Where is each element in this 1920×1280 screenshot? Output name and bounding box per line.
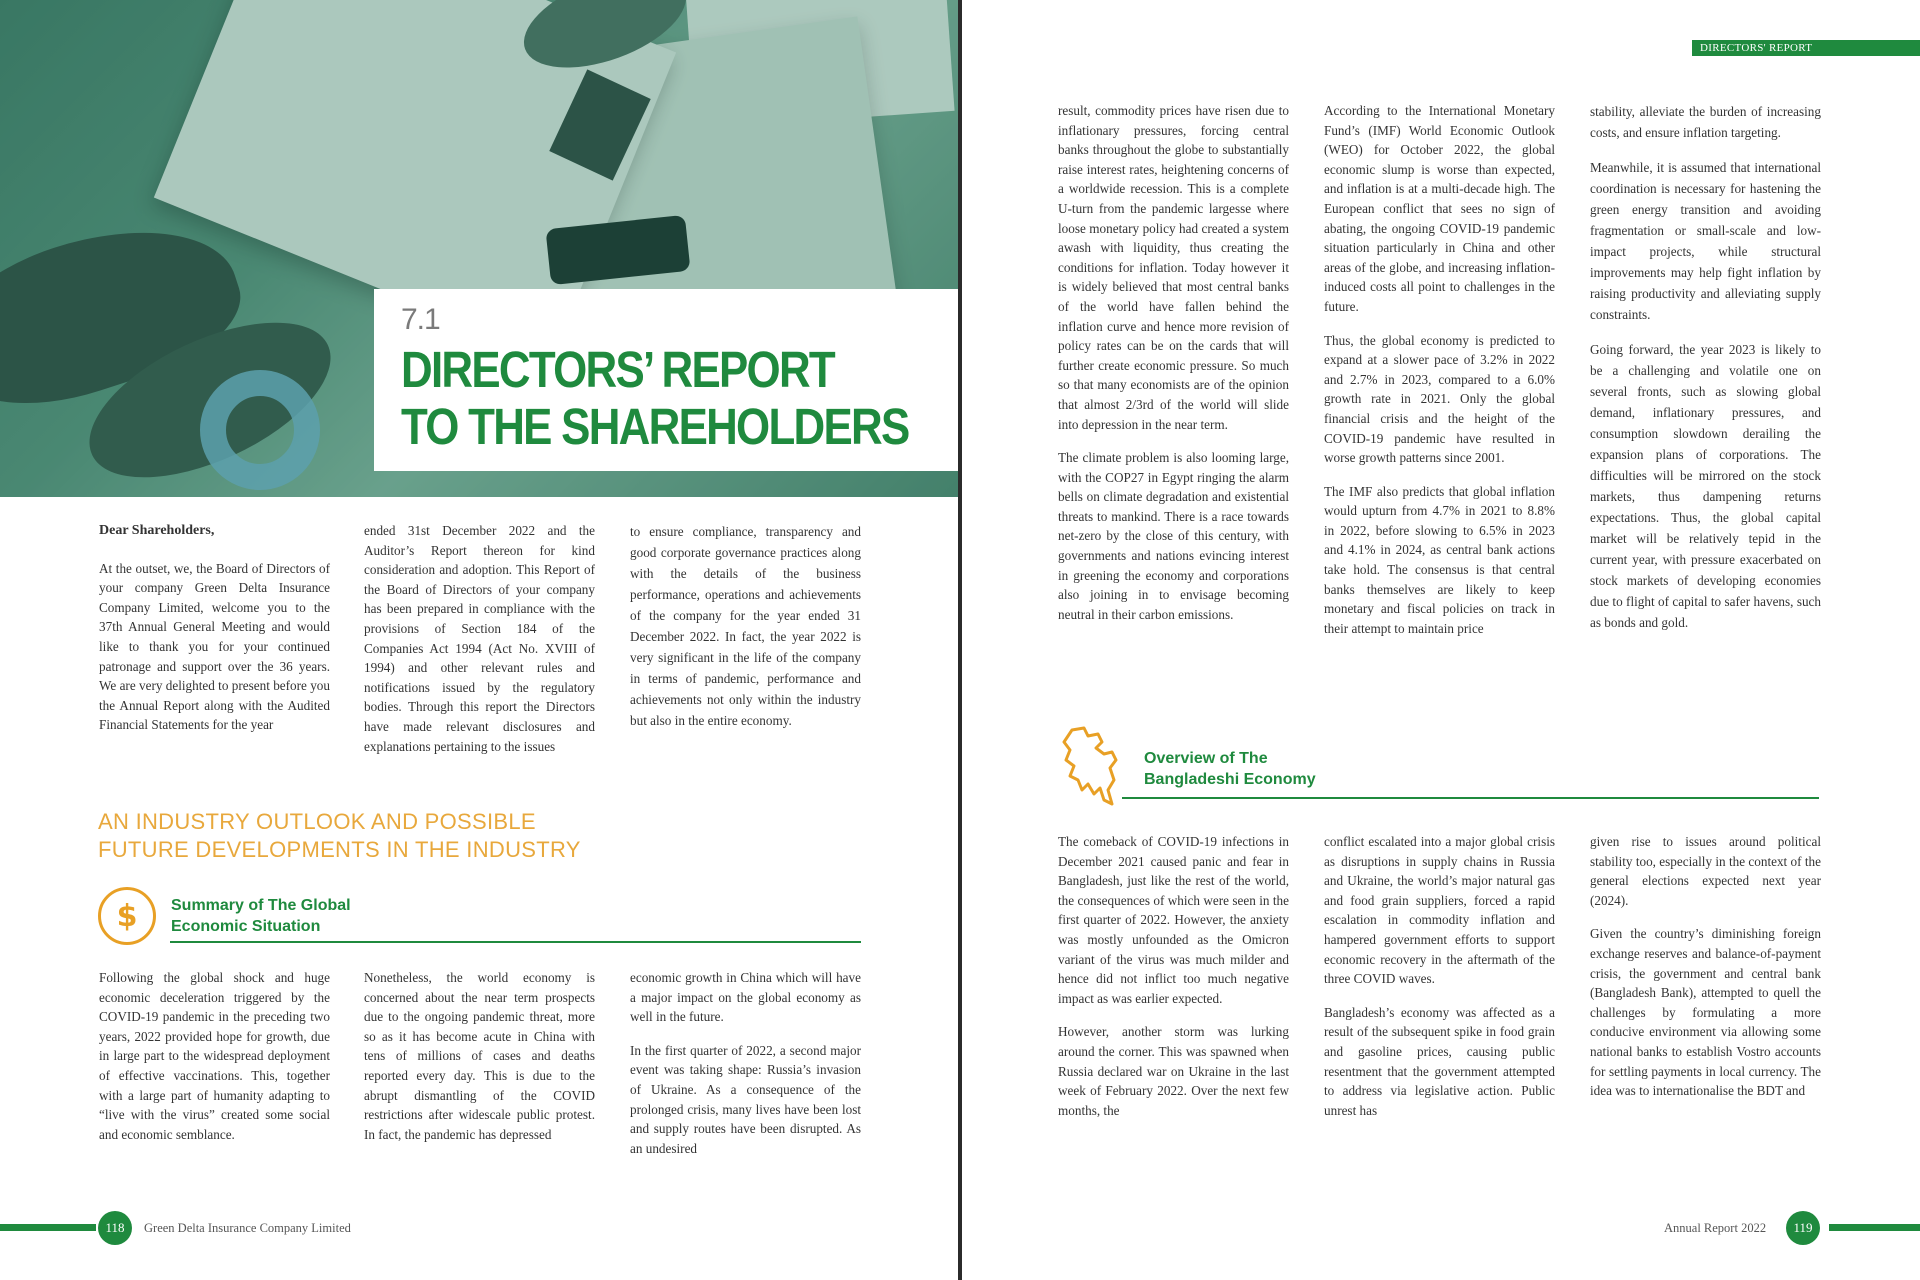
subsection-title-line2: Economic Situation — [171, 918, 321, 935]
top-paragraph-3: According to the International Monetary Fund’s (IMF) World Economic Outlook (WEO) for October 2022, the global economic slump is worse than expected, and inflation is at a multi-decade high. The European conflict that sees no sign of abating, the ongoing COVID-19 pandemic situation particularly in China and other areas of the globe, and increasing inflation-induced costs all point to challenges in the future. — [1324, 103, 1555, 314]
subsection-bd-line1: Overview of The — [1144, 750, 1268, 767]
page-title-line2: TO THE SHAREHOLDERS — [401, 398, 909, 455]
bd-paragraph-3: conflict escalated into a major global crisis as disruptions in supply chains in Russia and Ukraine, the world’s major natural gas and food grain suppliers, forced a rapid escalation in commodity inflation and hampered government efforts to support economic recovery in the aftermath of the three COVID waves. — [1324, 834, 1555, 987]
section-number: 7.1 — [401, 303, 440, 336]
page-number-right: 119 — [1786, 1211, 1820, 1245]
section-heading — [98, 808, 698, 864]
global-column-2 — [364, 968, 595, 1158]
bd-paragraph-1: The comeback of COVID-19 infections in December 2021 caused panic and fear in Bangladesh, just like the rest of the world, the consequences of which were seen in the first quarter of 2022. However, the anxiety was mostly unfounded as the Omicron variant of the virus was much milder and hence did not inflict too much negative impact as was earlier expected. — [1058, 834, 1289, 1006]
section-heading-line1: AN INDUSTRY OUTLOOK AND POSSIBLE — [98, 809, 536, 834]
footer-company: Green Delta Insurance Company Limited — [144, 1221, 351, 1235]
subsection-divider-bd — [1122, 797, 1819, 799]
intro-column-3 — [630, 521, 861, 745]
bd-paragraph-4: Bangladesh’s economy was affected as a result of the subsequent spike in food grain and gasoline prices, causing public resentment that the government attempted to address via legislative action. Public unrest has — [1324, 1004, 1555, 1118]
global-paragraph-4: In the first quarter of 2022, a second major event was taking shape: Russia’s invasion of Ukraine. As a consequence of the prolonged crisis, many lives have been lost and supply routes have been disrupted. As an undesired — [630, 1042, 861, 1156]
dollar-globe-icon: $ — [98, 887, 156, 945]
footer-bar-left — [0, 1224, 96, 1231]
global-paragraph-1: Following the global shock and huge economic deceleration triggered by the COVID-19 pandemic in the preceding two years, 2022 provided hope for growth, due in large part to the widespread deployment of effective vaccinations. This, together with a large part of humanity adapting to “live with the virus” created some social and economic semblance. — [99, 970, 330, 1142]
top-paragraph-5: The IMF also predicts that global inflation would upturn from 4.7% in 2021 to 8.8% in 2022, before slowing to 6.5% in 2023 and 4.1% in 2024, as central bank actions take hold. The consensus is that central banks themselves are likely to keep monetary and fiscal policies on track in their attempt to maintain price — [1324, 483, 1555, 636]
section-heading-line2: FUTURE DEVELOPMENTS IN THE INDUSTRY — [98, 837, 581, 862]
bd-paragraph-2: However, another storm was lurking around the corner. This was spawned when Russia declared war on Ukraine in the last week of February 2022. Over the next few months, the — [1058, 1024, 1289, 1118]
global-paragraph-2: Nonetheless, the world economy is concerned about the near term prospects due to the ongoing pandemic threat, more so as it has become acute in China with tens of millions of cases and deaths reported every day. This is due to the abrupt dismantling of the COVID restrictions after widescale public protest. In fact, the pandemic has depressed — [364, 970, 595, 1142]
bd-paragraph-6: Given the country’s diminishing foreign exchange reserves and balance-of-payment crisis, the government and central bank (Bangladesh Bank), attempted to quell the challenges by formulating a more conducive environment via allowing some national banks to establish Vostro accounts for settling payments in local currency. The idea was to internationalise the BDT and — [1590, 926, 1821, 1099]
bd-column-1 — [1058, 832, 1289, 1134]
top-paragraph-4: Thus, the global economy is predicted to expand at a slower pace of 3.2% in 2022 and 2.7% in 2023, compared to a 6.0% growth rate in 2021. Only the global financial crisis and the height of the COVID-19 pandemic have resulted in worse growth patterns since 2001. — [1324, 332, 1555, 466]
footer-report: Annual Report 2022 — [1664, 1221, 1767, 1235]
top-paragraph-7: Meanwhile, it is assumed that international coordination is necessary for hastening the green energy transition and avoiding fragmentation or small-scale and low-impact projects, while structural improvements may help fight inflation by raising productivity and alleviating supply constraints. — [1590, 160, 1821, 322]
intro-column-2 — [364, 521, 595, 770]
subsection-divider — [170, 941, 861, 943]
subsection-global-economy — [98, 887, 351, 945]
top-column-2 — [1324, 101, 1555, 652]
header-tag: DIRECTORS' REPORT — [1692, 40, 1920, 56]
page-title-line1: DIRECTORS’ REPORT — [401, 341, 834, 398]
intro-column-1 — [99, 521, 330, 749]
top-paragraph-6: stability, alleviate the burden of increasing costs, and ensure inflation targeting. — [1590, 104, 1821, 140]
right-page — [962, 0, 1920, 1280]
subsection-title-line1: Summary of The Global — [171, 897, 351, 914]
salutation: Dear Shareholders, — [99, 523, 215, 538]
bd-paragraph-5: given rise to issues around political stability too, especially in the context of the general elections expected next year (2024). — [1590, 834, 1821, 908]
global-column-1 — [99, 968, 330, 1158]
global-column-3 — [630, 968, 861, 1172]
footer-bar-right — [1829, 1224, 1920, 1231]
bd-column-3 — [1590, 832, 1821, 1115]
top-column-1 — [1058, 101, 1289, 638]
subsection-bd-line2: Bangladeshi Economy — [1144, 771, 1316, 788]
intro-paragraph-3: to ensure compliance, transparency and good corporate governance practices along with the details of the business performance, operations and achievements of the company for the year ended 31 December 2022. In fact, the year 2022 is very significant in the life of the company in terms of pandemic, performance and achievements not only within the industry but also in the entire economy. — [630, 524, 861, 728]
title-box — [374, 289, 958, 471]
bangladesh-map-icon — [1058, 724, 1122, 808]
page-title — [401, 341, 909, 455]
intro-paragraph-1: At the outset, we, the Board of Directors of your company Green Delta Insurance Company Limited, welcome you to the 37th Annual General Meeting and would like to thank you for your continued patronage and support over the 36 years. We are very delighted to present before you the Annual Report along with the Audited Financial Statements for the year — [99, 560, 330, 733]
intro-paragraph-2: ended 31st December 2022 and the Auditor’s Report thereon for kind consideration and adoption. This Report of the Board of Directors of your company has been prepared in compliance with the provisions of Section 184 of the Companies Act 1994 (Act No. XVIII of 1994) and other relevant rules and notifications issued by the regulatory bodies. Through this report the Directors have made relevant disclosures and explanations pertaining to the issues — [364, 523, 595, 754]
top-paragraph-2: The climate problem is also looming large, with the COP27 in Egypt ringing the alarm bells on climate degradation and existential threats to mankind. There is a race towards net-zero by the close of this century, with governments and nations evincing interest in greening the economy and corporations also joining in to envisage becoming neutral in their carbon emissions. — [1058, 450, 1289, 622]
left-page — [0, 0, 958, 1280]
global-paragraph-3: economic growth in China which will have a major impact on the global economy as well in the future. — [630, 970, 861, 1025]
top-paragraph-1: result, commodity prices have risen due to inflationary pressures, forcing central banks throughout the globe to substantially raise interest rates, heightening concerns of a worldwide recession. This is a complete U-turn from the pandemic largesse where loose monetary policy had created a system awash with liquidity, thus creating the conditions for inflation. Today however it is widely believed that most central banks of the world have fallen behind the inflation curve and hence more revision of policy rates can be on the cards that will further create economic pressure. So much so that many economists are of the opinion that almost 2/3rd of the world will slide into depression in the near term. — [1058, 103, 1289, 432]
top-column-3 — [1590, 101, 1821, 647]
subsection-title — [171, 895, 351, 937]
bd-column-2 — [1324, 832, 1555, 1134]
page-number-left: 118 — [98, 1211, 132, 1245]
subsection-title-bd — [1144, 748, 1316, 790]
top-paragraph-8: Going forward, the year 2023 is likely to be a challenging and volatile one on several fronts, such as slowing global demand, inflationary pressures, and consumption slowdown derailing the expansion plans of corporations. The difficulties will be mirrored on the stock markets, thus dampening returns expectations. Thus, the global capital market will be relatively tepid in the current year, with pressure exacerbated on stock markets of developing economies due to flight of capital to safer havens, such as bonds and gold. — [1590, 342, 1821, 630]
